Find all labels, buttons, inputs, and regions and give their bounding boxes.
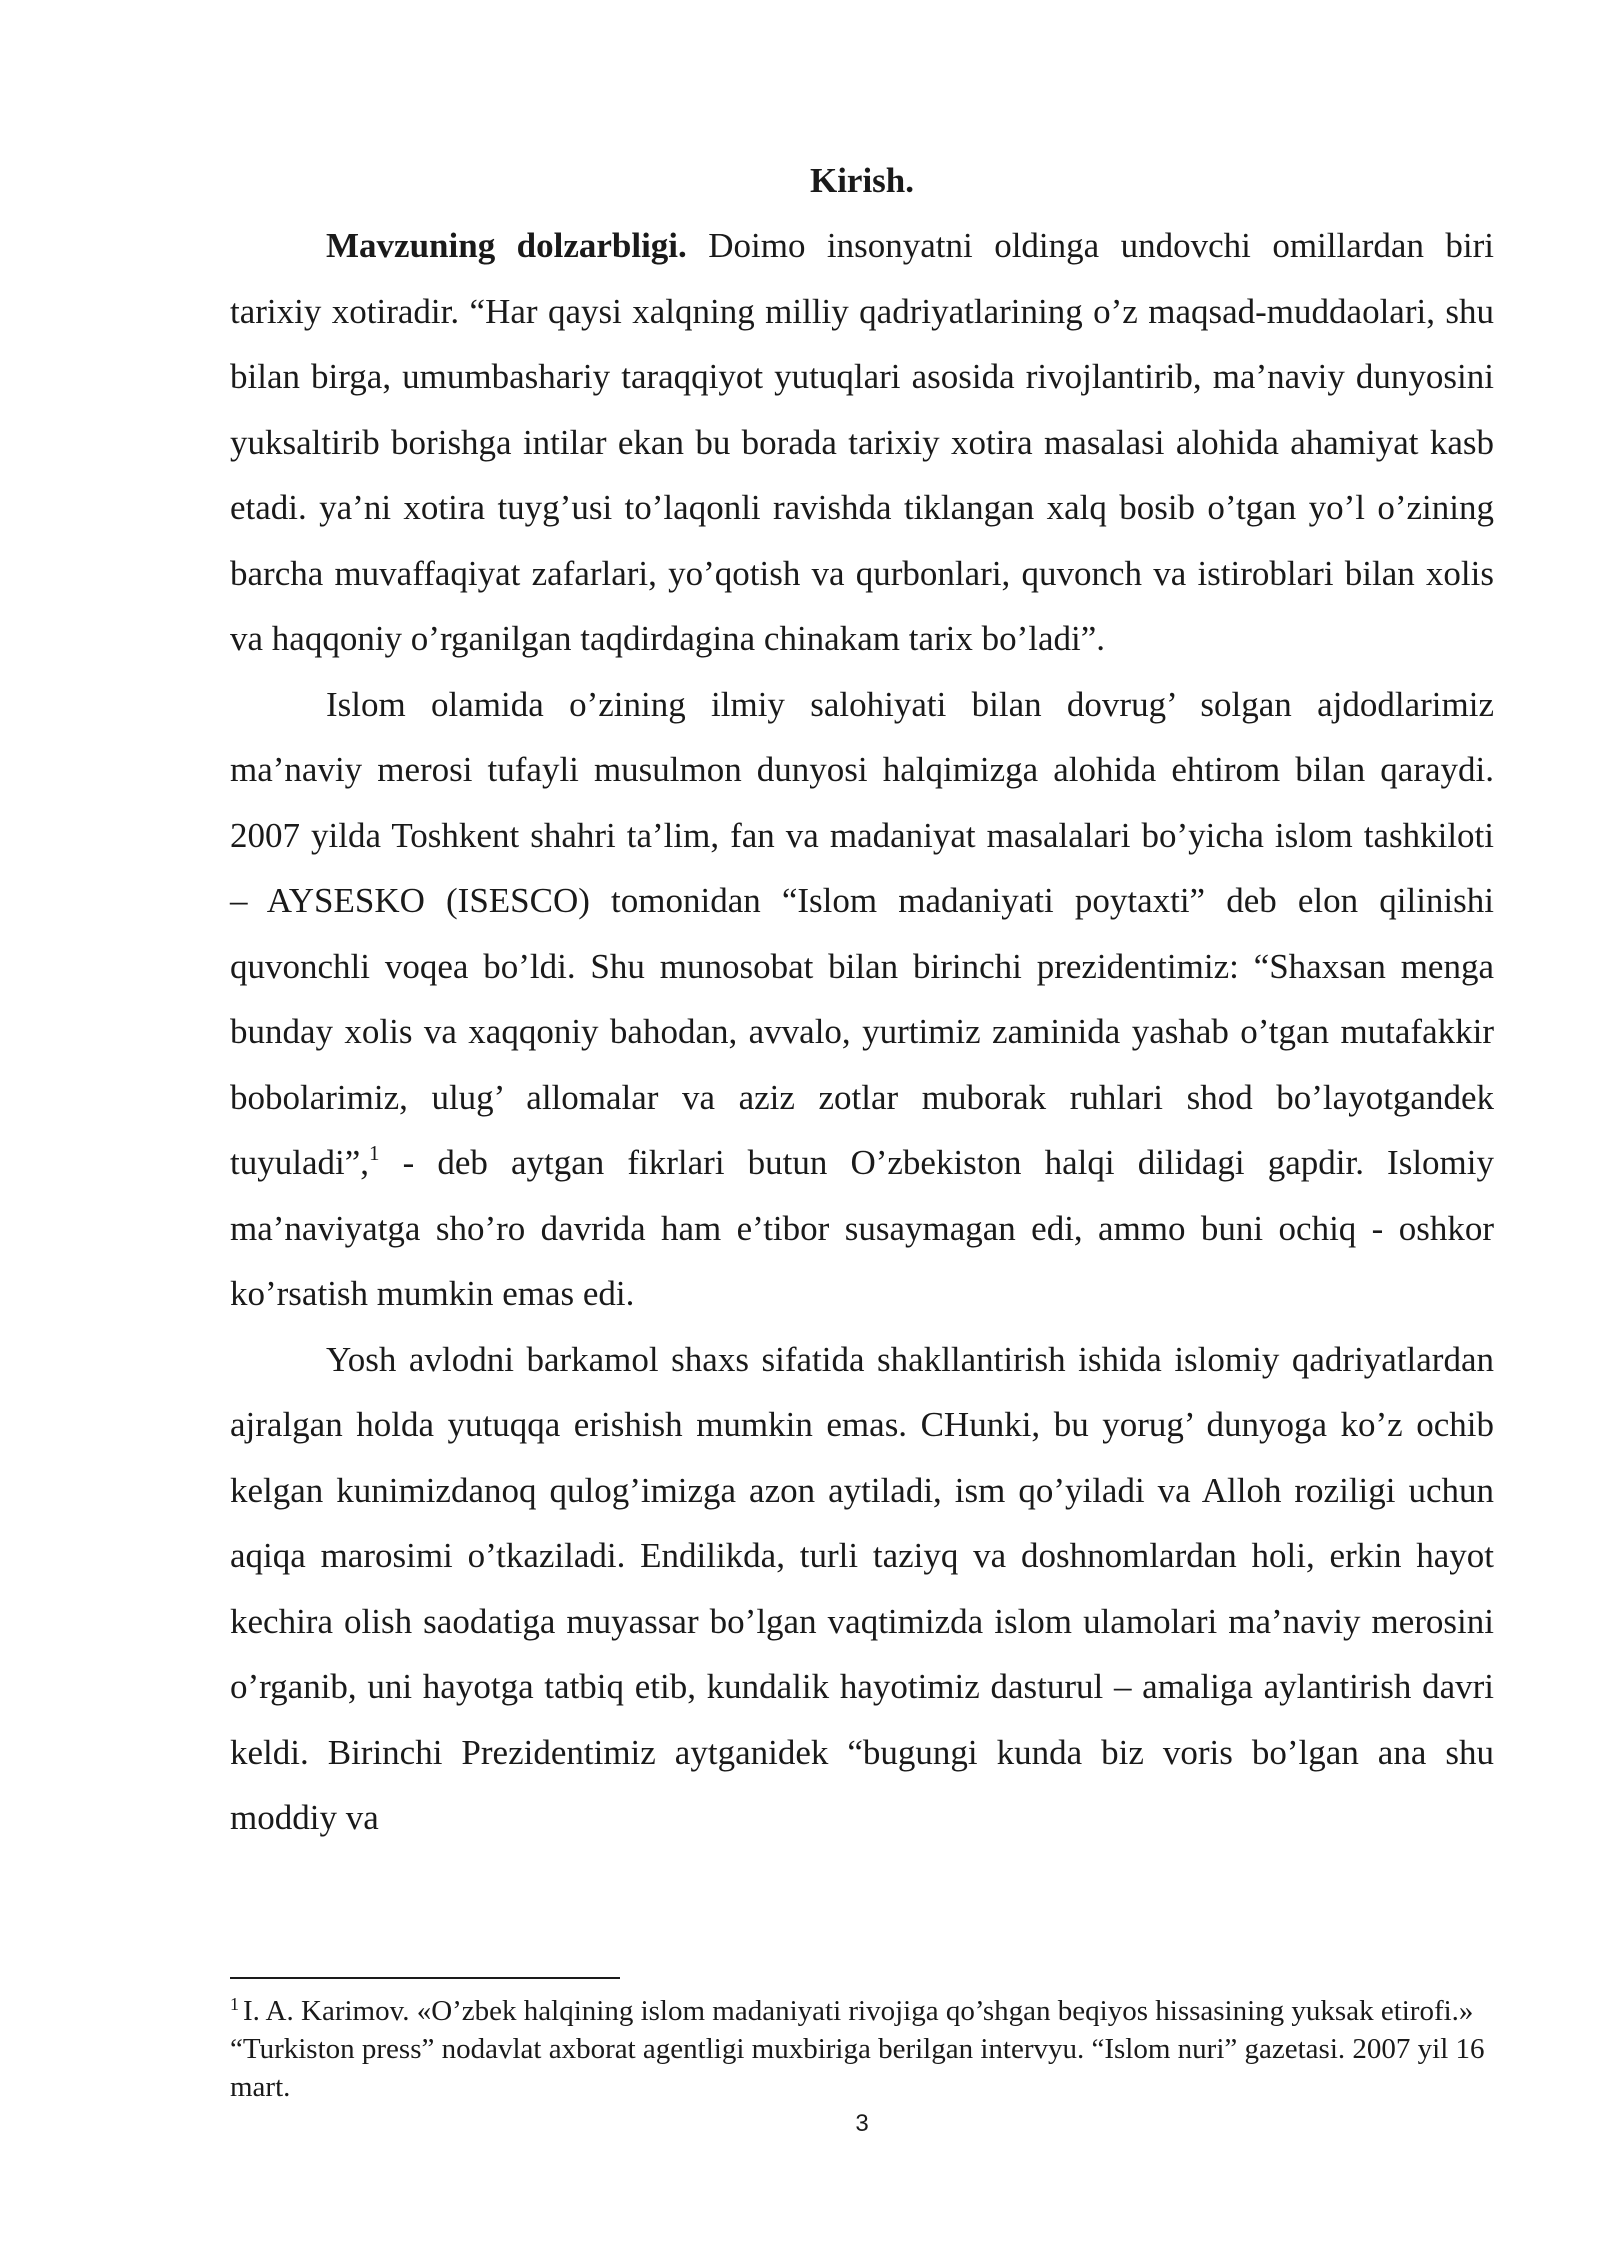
section-heading: Kirish.: [809, 161, 915, 200]
footnote-separator: [230, 1977, 620, 1979]
paragraph-islamic-world: [230, 672, 1494, 1327]
paragraph-young-generation: Yosh avlodni barkamol shaxs sifatida shakllantirish ishida islomiy qadriyatlardan ajralgan holda yutuqqa erishish mumkin emas. CHunki, bu yorug’ dunyoga ko’z ochib kelgan kunimizdanoq qulog’imizga azon aytiladi, ism qo’yiladi va Alloh roziligi uchun aqiqa marosimi o’tkaziladi. Endilikda, turli taziyq va doshnomlardan holi, erkin hayot kechira olish saodatiga muyassar bo’lgan vaqtimizda islom ulamolari ma’naviy merosini o’rganib, uni hayotga tatbiq etib, kundalik hayotimiz dasturul – amaliga aylantirish davri keldi. Birinchi Prezidentimiz aytganidek “bugungi kunda biz voris bo’lgan ana shu moddiy va: [230, 1339, 1494, 1837]
paragraph-text-before-ref: Islom olamida o’zining ilmiy salohiyati bilan dovrug’ solgan ajdodlarimiz ma’naviy merosi tufayli musulmon dunyosi halqimizga alohida ehtirom bilan qaraydi. 2007 yilda Toshkent shahri ta’lim, fan va madaniyat masalalari bo’yicha islom tashkiloti – AYSESKO (ISESCO) tomonidan “Islom madaniyati poytaxti” deb elon qilinishi quvonchli voqea bo’ldi. Shu munosobat bilan birinchi prezidentimiz: “Shaxsan menga bunday xolis va xaqqoniy bahodan, avvalo, yurtimiz zaminida yashab o’tgan mutafakkir bobolarimiz, ulug’ allomalar va aziz zotlar muborak ruhlari shod bo’layotgandek tuyuladi”,: [230, 684, 1494, 1182]
footnote-text: I. A. Karimov. «O’zbek halqining islom madaniyati rivojiga qo’shgan beqiyos hissasining yuksak etirofi.» “Turkiston press” nodavlat axborat agentligi muxbiriga berilgan intervyu. “Islom nuri” gazetasi. 2007 yil 16 mart.: [230, 1995, 1485, 2103]
paragraph-text-after-ref: - deb aytgan fikrlari butun O’zbekiston halqi dilidagi gapdir. Islomiy ma’naviyatga sho’ro davrida ham e’tibor susaymagan edi, ammo buni ochiq - oshkor ko’rsatish mumkin emas edi.: [230, 1143, 1494, 1313]
page-body: [230, 148, 1494, 1851]
page-number: 3: [855, 2110, 869, 2137]
footnote-marker: 1: [230, 1994, 239, 2014]
paragraph-relevance: [230, 213, 1494, 672]
paragraph-text: Doimo insonyatni oldinga undovchi omillardan biri tarixiy xotiradir. “Har qaysi xalqning milliy qadriyatlarining o’z maqsad-muddaolari, shu bilan birga, umumbashariy taraqqiyot yutuqlari asosida rivojlantirib, ma’naviy dunyosini yuksaltirib borishga intilar ekan bu borada tarixiy xotira masalasi alohida ahamiyat kasb etadi. ya’ni xotira tuyg’usi to’laqonli ravishda tiklangan xalq bosib o’tgan yo’l o’zining barcha muvaffaqiyat zafarlari, yo’qotish va qurbonlari, quvonch va istiroblari bilan xolis va haqqoniy o’rganilgan taqdirdagina chinakam tarix bo’ladi”.: [230, 226, 1494, 658]
footnote: [230, 1992, 1494, 2106]
paragraph-lead: Mavzuning dolzarbligi.: [326, 226, 687, 265]
footnote-reference[interactable]: 1: [369, 1141, 380, 1165]
